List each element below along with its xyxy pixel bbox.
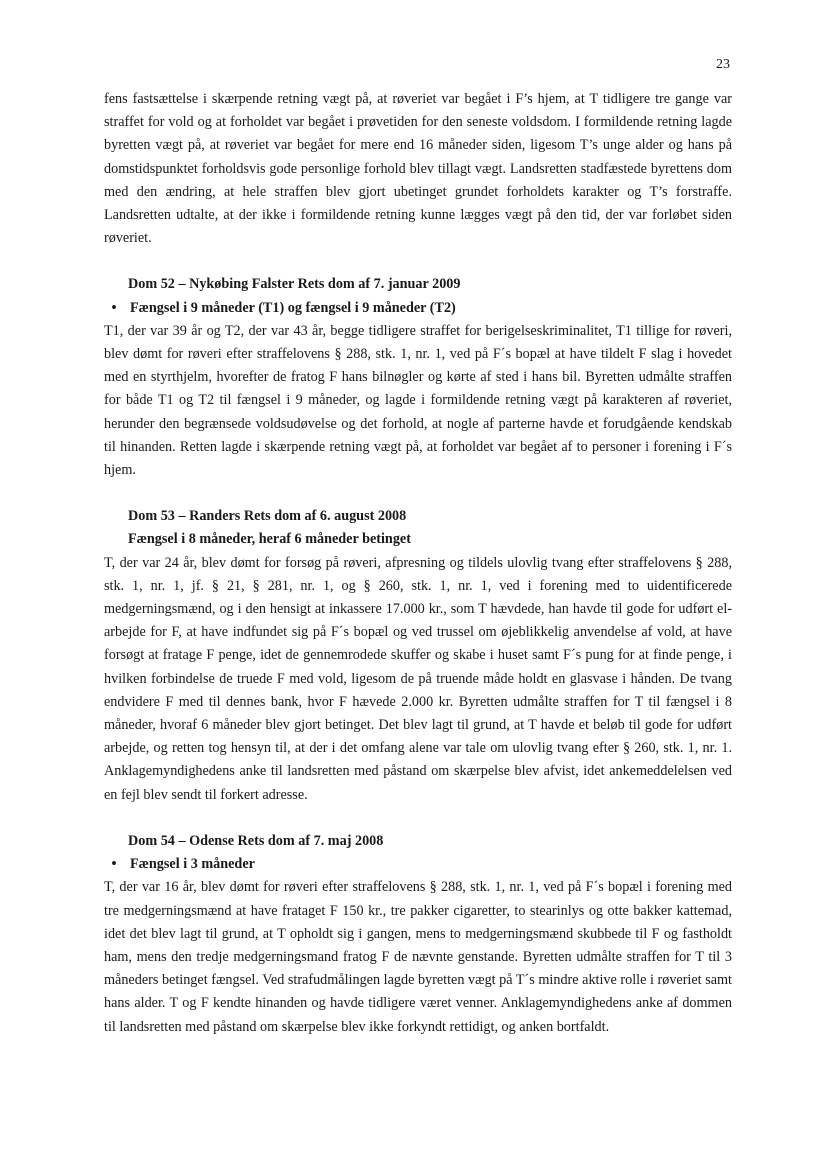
case-text: T1, der var 39 år og T2, der var 43 år, begge tidligere straffet for berigelseskriminalitet, T1 tillige for røveri, blev dømt for røveri efter straffelovens § 288, stk. 1, nr. 1, ved på F´s bopæl at have tildelt F slag i hovedet med en styrthjelm, hvorefter de fratog F hans bilnøgler og kørte af sted i hans bil. Byretten udmålte straffen for både T1 og T2 til fængsel i 9 måneder, og lagde i formildende retning vægt på karakteren af røveriet, herunder den begrænsede voldsudøvelse og det forhold, at nogle af parterne havde et forudgående kendskab til hinanden. Retten lagde i skærpende retning vægt på, at forholdet var begået af to personer i forening i F´s hjem.	[104, 322, 732, 479]
case-sentence	[104, 853, 732, 876]
case-dom-54	[104, 830, 732, 1039]
case-sentence	[104, 528, 732, 551]
case-sentence-text: Fængsel i 3 måneder	[130, 856, 255, 873]
intro-paragraph: fens fastsættelse i skærpende retning vægt på, at røveriet var begået i F’s hjem, at T tidligere tre gange var straffet for vold og at forholdet var begået i prøvetiden for den seneste voldsdom. I formildende retning lagde byretten vægt på, at røveriet var begået for mere end 16 måneder siden, ligesom T’s unge alder og hans på domstidspunktet forholdsvis gode personlige forhold blev tillagt vægt. Landsretten stadfæstede byrettens dom med den ændring, at hele straffen blev gjort ubetinget grundet forholdets karakter og T’s forstraffe. Landsretten udtalte, at der ikke i formildende retning kunne lægges vægt på den tid, der var forløbet siden røveriet.	[104, 91, 732, 247]
case-title: Dom 53 – Randers Rets dom af 6. august 2008	[128, 508, 407, 525]
case-title: Dom 54 – Odense Rets dom af 7. maj 2008	[128, 832, 384, 849]
page-number: 23	[716, 57, 730, 72]
case-sentence	[104, 297, 732, 320]
case-title: Dom 52 – Nykøbing Falster Rets dom af 7. januar 2009	[128, 276, 461, 293]
case-text: T, der var 16 år, blev dømt for røveri efter straffelovens § 288, stk. 1, nr. 1, ved på F´s bopæl i forening med tre medgerningsmænd at have frataget F 150 kr., tre pakker cigaretter, to stearinlys og otte bakker kattemad, idet det blev lagt til grund, at T opholdt sig i gangen, mens to medgerningsmænd skubbede til F og fastholdt ham, mens den tredje medgerningsmand fratog F de nævnte genstande. Byretten udmålte straffen for T til 3 måneders betinget fængsel. Ved strafudmålingen lagde byretten vægt på T´s mindre aktive rolle i røveriet samt hans alder. T og F kendte hinanden og havde tidligere været venner. Anklagemyndighedens anke af dommen til landsretten med påstand om skærpelse blev ikke forkyndt rettidigt, og anken bortfaldt.	[104, 879, 732, 1035]
case-sentence-text: Fængsel i 8 måneder, heraf 6 måneder betinget	[128, 531, 411, 548]
bullet-icon: •	[111, 856, 117, 873]
case-dom-53	[104, 505, 732, 807]
page-content	[104, 88, 732, 1039]
bullet-icon: •	[111, 299, 117, 316]
case-text: T, der var 24 år, blev dømt for forsøg på røveri, afpresning og tildels ulovlig tvang efter straffelovens § 288, stk. 1, nr. 1, jf. § 21, § 281, nr. 1, og § 260, stk. 1, nr. 1, ved i forening med to uidentificerede medgerningsmænd, og i den hensigt at inkassere 17.000 kr., som T hævdede, han havde til gode for udført el-arbejde for F, at have indfundet sig på F´s bopæl og ved trussel om øjeblikkelig anvendelse af vold, at have forsøgt at fratage F penge, idet de gennemrodede skuffer og skabe i huset samt F´s pung for at finde penge, i hvilken forbindelse de truede F med vold, ligesom de på truende måde holdt en glasvase i hånden. De tvang endvidere F med til dennes bank, hvor F hævede 2.000 kr. Byretten udmålte straffen for T til fængsel i 8 måneder, hvoraf 6 måneder blev gjort betinget. Det blev lagt til grund, at T havde et beløb til gode for udført arbejde, og retten tog hensyn til, at der i det omfang alene var tale om ulovlig tvang efter § 260, stk. 1, nr. 1. Anklagemyndighedens anke til landsretten med påstand om skærpelse blev afvist, idet ankemeddelelsen ved en fejl blev sendt til forkert adresse.	[104, 554, 732, 803]
case-dom-52	[104, 273, 732, 482]
case-sentence-text: Fængsel i 9 måneder (T1) og fængsel i 9 måneder (T2)	[130, 299, 456, 316]
